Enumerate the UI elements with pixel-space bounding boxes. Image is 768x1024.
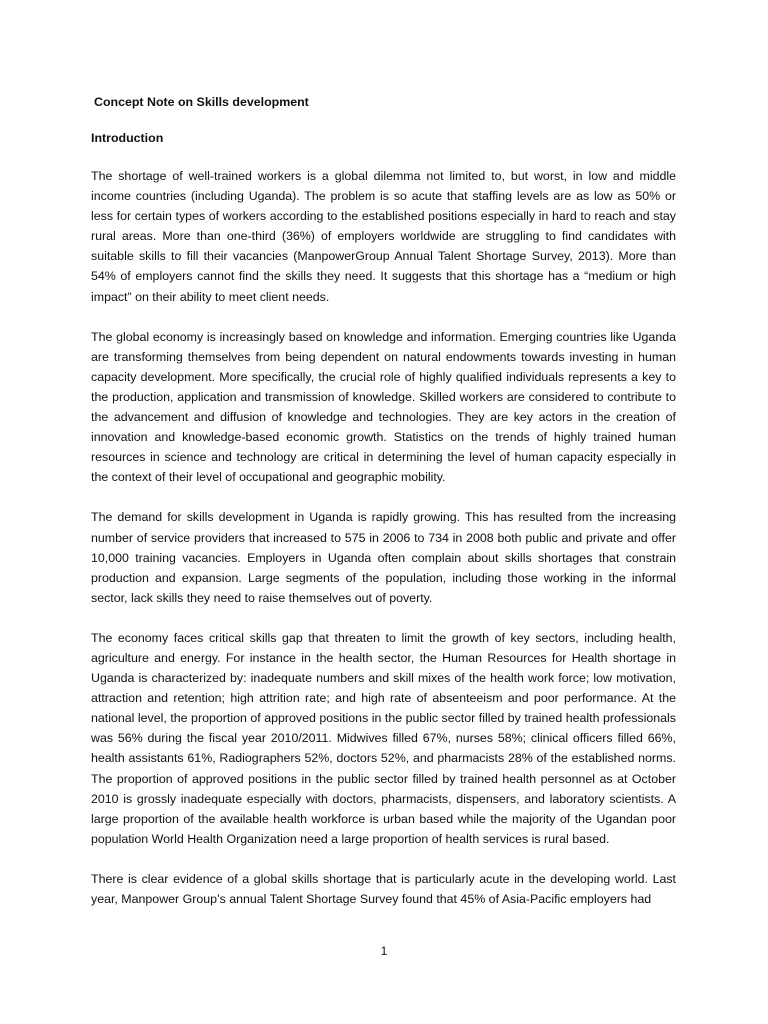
paragraph-4: The economy faces critical skills gap that threaten to limit the growth of key sectors, including health, agriculture and energy. For instance in the health sector, the Human Resources for Health shortage in Uganda is characterized by: inadequate numbers and skill mixes of the health work force; low motivation, attraction and retention; high attrition rate; and high rate of absenteeism and poor performance. At the national level, the proportion of approved positions in the public sector filled by trained health professionals was 56% during the fiscal year 2010/2011. Midwives filled 67%, nurses 58%; clinical officers filled 66%, health assistants 61%, Radiographers 52%, doctors 52%, and pharmacists 28% of the established norms. The proportion of approved positions in the public sector filled by trained health personnel as at October 2010 is grossly inadequate especially with doctors, pharmacists, dispensers, and laboratory scientists. A large proportion of the available health workforce is urban based while the majority of the Ugandan poor population World Health Organization need a large proportion of health services is rural based.	[91, 630, 676, 846]
paragraph-5: There is clear evidence of a global skills shortage that is particularly acute in the developing world. Last year, Manpower Group’s annual Talent Shortage Survey found that 45% of Asia-Pacific employers had	[91, 871, 676, 906]
document-body	[91, 94, 676, 909]
paragraph-1: The shortage of well-trained workers is a global dilemma not limited to, but worst, in low and middle income countries (including Uganda). The problem is so acute that staffing levels are as low as 50% or less for certain types of workers according to the established positions especially in hard to reach and stay rural areas. More than one-third (36%) of employers worldwide are struggling to find candidates with suitable skills to fill their vacancies (ManpowerGroup Annual Talent Shortage Survey, 2013). More than 54% of employers cannot find the skills they need. It suggests that this shortage has a “medium or high impact” on their ability to meet client needs.	[91, 169, 676, 304]
section-heading: Introduction	[91, 131, 164, 145]
paragraph-3: The demand for skills development in Uganda is rapidly growing. This has resulted from the increasing number of service providers that increased to 575 in 2006 to 734 in 2008 both public and private and offer 10,000 training vacancies. Employers in Uganda often complain about skills shortages that constrain production and expansion. Large segments of the population, including those working in the informal sector, lack skills they need to raise themselves out of poverty.	[91, 510, 676, 605]
document-title: Concept Note on Skills development	[94, 95, 309, 109]
paragraph-2: The global economy is increasingly based on knowledge and information. Emerging countries like Uganda are transforming themselves from being dependent on natural endowments towards investing in human capacity development. More specifically, the crucial role of highly qualified individuals represents a key to the production, application and transmission of knowledge. Skilled workers are considered to contribute to the advancement and diffusion of knowledge and technologies. They are key actors in the creation of innovation and knowledge-based economic growth. Statistics on the trends of highly trained human resources in science and technology are critical in determining the level of human capacity especially in the context of their level of occupational and geographic mobility.	[91, 329, 676, 485]
page-number: 1	[380, 944, 388, 958]
